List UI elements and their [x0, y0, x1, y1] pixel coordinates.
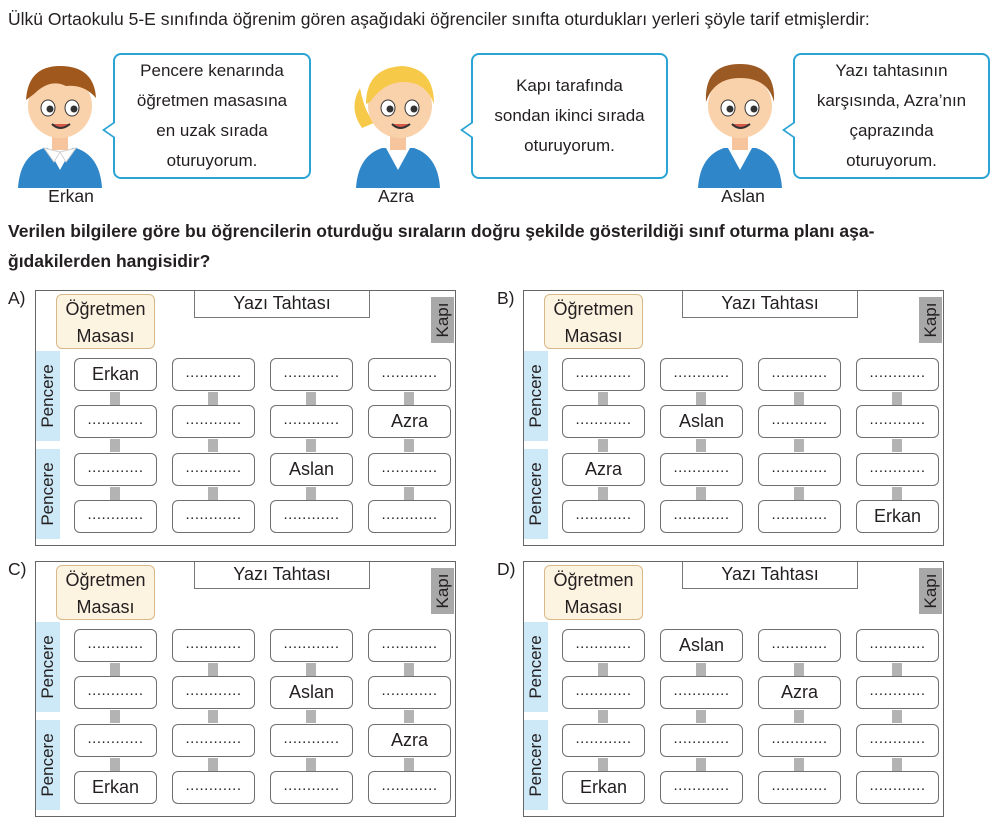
desk-connector [110, 487, 120, 500]
student-desk: ............ [74, 453, 157, 486]
desk-connector [404, 487, 414, 500]
desk-connector [110, 758, 120, 771]
student-name-aslan: Aslan [721, 186, 765, 206]
desk-connector [208, 392, 218, 405]
teacher-desk [544, 294, 643, 349]
question-text [8, 216, 998, 276]
desk-connector [892, 392, 902, 405]
student-name-azra: Azra [378, 186, 414, 206]
window-label: Pencere [38, 462, 57, 526]
option-d-label[interactable]: D) [497, 559, 516, 579]
student-desk: Erkan [74, 771, 157, 804]
student-desk: ............ [660, 724, 743, 757]
student-desk: ............ [758, 358, 841, 391]
desk-connector [696, 392, 706, 405]
desk-connector [306, 439, 316, 452]
student-desk: ............ [758, 500, 841, 533]
desk-connector [794, 487, 804, 500]
speech-text: Pencere kenarında öğretmen masasına en uzak sırada oturuyorum. [136, 61, 288, 170]
desk-connector [696, 710, 706, 723]
seating-plan-a[interactable] [35, 290, 456, 546]
seating-plan-c[interactable] [35, 561, 456, 817]
desk-connector [794, 439, 804, 452]
student-desk: ............ [270, 629, 353, 662]
window-upper [36, 351, 60, 441]
student-desk: ............ [562, 500, 645, 533]
desk-connector [208, 758, 218, 771]
window-lower [36, 720, 60, 810]
window-upper [524, 622, 548, 712]
student-desk: ............ [856, 771, 939, 804]
window-lower [524, 449, 548, 539]
desk-connector [306, 758, 316, 771]
desk-connector [306, 710, 316, 723]
window-lower [36, 449, 60, 539]
student-desk: ............ [660, 771, 743, 804]
door [919, 297, 942, 343]
student-desk: Aslan [270, 453, 353, 486]
desk-connector [892, 758, 902, 771]
student-desk: Azra [368, 724, 451, 757]
door [919, 568, 942, 614]
student-desk: Erkan [74, 358, 157, 391]
whiteboard [194, 562, 370, 589]
student-desk: ............ [856, 405, 939, 438]
teacher-desk-label: Öğretmen Masası [65, 299, 146, 346]
window-label: Pencere [38, 364, 57, 428]
desk-connector [892, 487, 902, 500]
student-desk: Aslan [660, 629, 743, 662]
teacher-desk-label: Öğretmen Masası [553, 299, 634, 346]
question-line: Verilen bilgilere göre bu öğrencilerin oturduğu sıraların doğru şekilde gösterildiği sınıf oturma planı aşa- ğıdakilerden hangisidir? [8, 221, 875, 271]
desk-connector [110, 710, 120, 723]
desk-connector [306, 487, 316, 500]
student-desk: ............ [270, 771, 353, 804]
student-desk: ............ [74, 676, 157, 709]
whiteboard-label: Yazı Tahtası [233, 564, 331, 584]
speech-text: Yazı tahtasının karşısında, Azra’nın çaprazında oturuyorum. [816, 61, 967, 170]
desk-connector [404, 710, 414, 723]
student-desk: ............ [368, 358, 451, 391]
student-desk: ............ [562, 405, 645, 438]
student-desk: Erkan [856, 500, 939, 533]
option-a-label[interactable]: A) [8, 288, 26, 308]
student-desk: ............ [368, 453, 451, 486]
desk-connector [208, 663, 218, 676]
speech-bubble-azra [471, 53, 668, 179]
desk-connector [208, 439, 218, 452]
window-label: Pencere [526, 364, 545, 428]
student-desk: Azra [562, 453, 645, 486]
student-desk: ............ [368, 500, 451, 533]
student-desk: Aslan [660, 405, 743, 438]
student-desk: ............ [172, 676, 255, 709]
desk-connector [598, 758, 608, 771]
student-desk: Azra [758, 676, 841, 709]
whiteboard-label: Yazı Tahtası [721, 293, 819, 313]
desk-connector [696, 758, 706, 771]
desk-connector [696, 663, 706, 676]
student-desk: ............ [74, 405, 157, 438]
desk-connector [306, 392, 316, 405]
whiteboard-label: Yazı Tahtası [233, 293, 331, 313]
student-desk: ............ [172, 453, 255, 486]
window-label: Pencere [526, 635, 545, 699]
student-desk: Erkan [562, 771, 645, 804]
whiteboard [682, 291, 858, 318]
desk-connector [794, 663, 804, 676]
student-desk: ............ [270, 358, 353, 391]
student-desk: ............ [758, 453, 841, 486]
student-desk: ............ [660, 676, 743, 709]
desk-connector [306, 663, 316, 676]
desk-connector [598, 663, 608, 676]
desk-connector [404, 758, 414, 771]
student-desk: ............ [758, 405, 841, 438]
student-desk: ............ [758, 771, 841, 804]
window-label: Pencere [38, 733, 57, 797]
whiteboard [194, 291, 370, 318]
desk-connector [208, 487, 218, 500]
student-desk: ............ [270, 724, 353, 757]
desk-connector [110, 663, 120, 676]
student-desk: ............ [172, 771, 255, 804]
window-upper [36, 622, 60, 712]
intro-text: Ülkü Ortaokulu 5-E sınıfında öğrenim gören aşağıdaki öğrenciler sınıfta oturdukları yerleri şöyle tarif etmişlerdir: [8, 9, 870, 29]
student-desk: ............ [562, 676, 645, 709]
teacher-desk [56, 294, 155, 349]
teacher-desk-label: Öğretmen Masası [65, 570, 146, 617]
desk-connector [696, 487, 706, 500]
student-desk: ............ [172, 724, 255, 757]
seating-plan-b[interactable] [523, 290, 944, 546]
student-desk: ............ [368, 629, 451, 662]
student-desk: ............ [368, 676, 451, 709]
student-desk: ............ [172, 500, 255, 533]
student-desk: ............ [172, 405, 255, 438]
student-desk: ............ [660, 500, 743, 533]
window-label: Pencere [38, 635, 57, 699]
desk-connector [794, 392, 804, 405]
desk-connector [208, 710, 218, 723]
speech-bubble-aslan [793, 53, 990, 179]
student-desk: ............ [74, 500, 157, 533]
door-label: Kapı [432, 302, 452, 338]
desk-connector [404, 392, 414, 405]
desk-connector [794, 710, 804, 723]
door-label: Kapı [920, 302, 940, 338]
student-desk: ............ [172, 629, 255, 662]
desk-connector [110, 439, 120, 452]
window-lower [524, 720, 548, 810]
door [431, 297, 454, 343]
desk-connector [794, 758, 804, 771]
student-desk: ............ [856, 676, 939, 709]
student-desk: ............ [562, 358, 645, 391]
seating-plan-d[interactable] [523, 561, 944, 817]
student-desk: ............ [74, 724, 157, 757]
student-desk: ............ [660, 358, 743, 391]
speech-text: Kapı tarafında sondan ikinci sırada oturuyorum. [494, 76, 645, 155]
desk-connector [892, 439, 902, 452]
option-c-label[interactable]: C) [8, 559, 27, 579]
teacher-desk [56, 565, 155, 620]
teacher-desk-label: Öğretmen Masası [553, 570, 634, 617]
student-name-erkan: Erkan [48, 186, 94, 206]
door-label: Kapı [432, 573, 452, 609]
desk-connector [892, 663, 902, 676]
student-desk: Azra [368, 405, 451, 438]
desk-connector [598, 439, 608, 452]
student-desk: ............ [758, 724, 841, 757]
teacher-desk [544, 565, 643, 620]
whiteboard-label: Yazı Tahtası [721, 564, 819, 584]
student-desk: ............ [856, 629, 939, 662]
student-desk: ............ [562, 629, 645, 662]
student-desk: ............ [758, 629, 841, 662]
window-label: Pencere [526, 462, 545, 526]
student-desk: ............ [74, 629, 157, 662]
student-desk: ............ [856, 358, 939, 391]
speech-bubble-erkan [113, 53, 311, 179]
window-label: Pencere [526, 733, 545, 797]
student-desk: ............ [368, 771, 451, 804]
whiteboard [682, 562, 858, 589]
student-desk: ............ [172, 358, 255, 391]
desk-connector [404, 439, 414, 452]
window-upper [524, 351, 548, 441]
student-desk: ............ [270, 500, 353, 533]
desk-connector [892, 710, 902, 723]
student-desk: ............ [856, 724, 939, 757]
student-desk: ............ [562, 724, 645, 757]
student-desk: ............ [856, 453, 939, 486]
student-desk: ............ [270, 405, 353, 438]
desk-connector [598, 487, 608, 500]
student-desk: Aslan [270, 676, 353, 709]
student-desk: ............ [660, 453, 743, 486]
option-b-label[interactable]: B) [497, 288, 515, 308]
desk-connector [696, 439, 706, 452]
door [431, 568, 454, 614]
desk-connector [598, 710, 608, 723]
desk-connector [598, 392, 608, 405]
desk-connector [404, 663, 414, 676]
desk-connector [110, 392, 120, 405]
door-label: Kapı [920, 573, 940, 609]
